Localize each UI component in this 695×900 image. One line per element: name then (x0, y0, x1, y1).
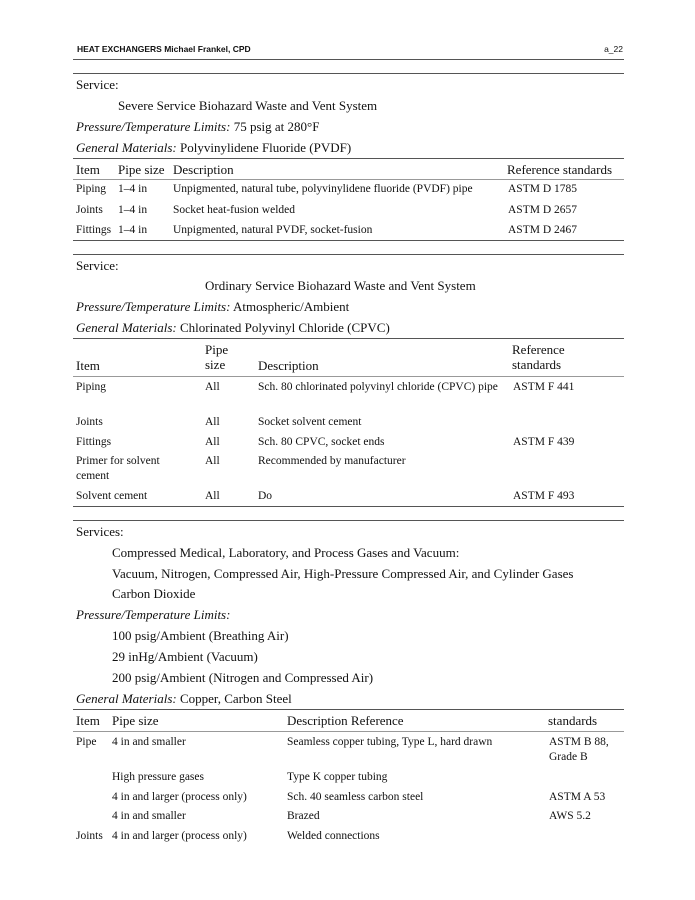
running-header (77, 44, 623, 56)
table-cell: 4 in and larger (process only) (112, 791, 247, 803)
table-cell: Solvent cement (76, 490, 148, 502)
table-cell: Pipe (76, 736, 97, 748)
table-cell: Welded connections (287, 830, 380, 842)
section1-limits-value: 75 psig at 280°F (230, 119, 320, 134)
section2-limits-value: Atmospheric/Ambient (230, 299, 350, 314)
table-cell: ASTM D 1785 (508, 183, 578, 195)
section2-materials-value: Chlorinated Polyvinyl Chloride (CPVC) (176, 320, 390, 335)
table-cell: Unpigmented, natural PVDF, socket-fusion (173, 224, 373, 236)
header-rule (73, 59, 624, 60)
section3-materials-label: General Materials: (76, 691, 177, 706)
section1-header-rule (73, 179, 624, 180)
section1-limits (76, 119, 319, 134)
table-cell: Brazed (287, 810, 320, 822)
section3-service-line: Carbon Dioxide (112, 586, 196, 601)
table-cell: 1–4 in (118, 224, 148, 236)
table-cell: All (205, 455, 220, 467)
table-cell: 1–4 in (118, 204, 148, 216)
section2-bottom-rule (73, 506, 624, 507)
section1-top-rule (73, 73, 624, 74)
section2-col-pipe-size: Pipe size (205, 342, 229, 372)
table-cell: 4 in and larger (process only) (112, 830, 247, 842)
table-cell: Joints (76, 416, 103, 428)
table-cell: Joints (76, 830, 103, 842)
table-cell: All (205, 490, 220, 502)
section2-service: Ordinary Service Biohazard Waste and Vent System (205, 278, 476, 293)
section2-header-rule (73, 376, 624, 377)
table-cell: ASTM F 439 (513, 436, 575, 448)
table-cell: 4 in and smaller (112, 810, 186, 822)
table-cell: ASTM D 2467 (508, 224, 578, 236)
section2-service-label: Service: (76, 258, 119, 273)
header-title: HEAT EXCHANGERS Michael Frankel, CPD (77, 44, 251, 54)
section3-service-line: Compressed Medical, Laboratory, and Process Gases and Vacuum: (112, 545, 460, 560)
section3-col-item: Item (76, 713, 100, 728)
section2-materials-label: General Materials: (76, 320, 177, 335)
table-cell: AWS 5.2 (549, 810, 591, 822)
section3-col-pipe-size: Pipe size (112, 713, 159, 728)
table-cell: Fittings (76, 436, 112, 448)
table-cell: Piping (76, 183, 107, 195)
section1-limits-label: Pressure/Temperature Limits: (76, 119, 231, 134)
table-cell: 1–4 in (118, 183, 148, 195)
section2-col-item: Item (76, 358, 100, 373)
section3-limit-line: 100 psig/Ambient (Breathing Air) (112, 628, 289, 643)
section1-table-top-rule (73, 158, 624, 159)
section1-service: Severe Service Biohazard Waste and Vent System (118, 98, 378, 113)
section2-col-description: Description (258, 358, 319, 373)
section2-limits-label: Pressure/Temperature Limits: (76, 299, 231, 314)
section3-limits-label: Pressure/Temperature Limits: (76, 607, 231, 622)
table-cell: All (205, 436, 220, 448)
section1-materials-label: General Materials: (76, 140, 177, 155)
section1-col-pipe-size: Pipe size (118, 162, 165, 177)
table-cell: 4 in and smaller (112, 736, 186, 748)
section3-header-rule (73, 731, 624, 732)
table-cell: ASTM A 53 (549, 791, 606, 803)
section1-bottom-rule (73, 240, 624, 241)
section2-top-rule (73, 254, 624, 255)
table-cell: High pressure gases (112, 771, 204, 783)
page-number: a_22 (604, 44, 623, 54)
section1-materials (76, 140, 351, 155)
section1-service-label: Service: (76, 77, 119, 92)
table-cell: Socket heat-fusion welded (173, 204, 295, 216)
table-cell: All (205, 381, 220, 393)
section2-limits (76, 299, 349, 314)
section3-limit-line: 29 inHg/Ambient (Vacuum) (112, 649, 258, 664)
table-cell: ASTM F 493 (513, 490, 575, 502)
table-cell: Sch. 40 seamless carbon steel (287, 791, 424, 803)
table-cell: ASTM B 88, Grade B (549, 736, 609, 763)
section1-col-item: Item (76, 162, 100, 177)
table-cell: ASTM D 2657 (508, 204, 578, 216)
section3-table-top-rule (73, 709, 624, 710)
table-cell: Piping (76, 381, 107, 393)
table-cell: Socket solvent cement (258, 416, 362, 428)
section2-col-reference: Reference standards (512, 342, 565, 372)
section3-services-label: Services: (76, 524, 124, 539)
section1-materials-value: Polyvinylidene Fluoride (PVDF) (176, 140, 352, 155)
section3-materials (76, 691, 292, 706)
section2-materials (76, 320, 390, 335)
table-cell: ASTM F 441 (513, 381, 575, 393)
table-cell: Fittings (76, 224, 112, 236)
section3-limit-line: 200 psig/Ambient (Nitrogen and Compressed Air) (112, 670, 374, 685)
section3-top-rule (73, 520, 624, 521)
table-cell: Type K copper tubing (287, 771, 388, 783)
table-cell: Sch. 80 chlorinated polyvinyl chloride (CPVC) pipe (258, 381, 498, 393)
section3-col-description: Description Reference (287, 713, 404, 728)
section3-service-line: Vacuum, Nitrogen, Compressed Air, High-Pressure Compressed Air, and Cylinder Gases (112, 566, 574, 581)
table-cell: Unpigmented, natural tube, polyvinylidene fluoride (PVDF) pipe (173, 183, 473, 195)
section3-col-reference: standards (548, 713, 598, 728)
table-cell: Primer for solvent cement (76, 455, 160, 482)
table-cell: Do (258, 490, 273, 502)
table-cell: Joints (76, 204, 103, 216)
table-cell: Seamless copper tubing, Type L, hard drawn (287, 736, 493, 748)
table-cell: Recommended by manufacturer (258, 455, 406, 467)
section3-materials-value: Copper, Carbon Steel (176, 691, 292, 706)
section1-col-description: Description (173, 162, 234, 177)
section1-col-reference: Reference standards (507, 162, 613, 177)
table-cell: All (205, 416, 220, 428)
table-cell: Sch. 80 CPVC, socket ends (258, 436, 385, 448)
section2-table-top-rule (73, 338, 624, 339)
